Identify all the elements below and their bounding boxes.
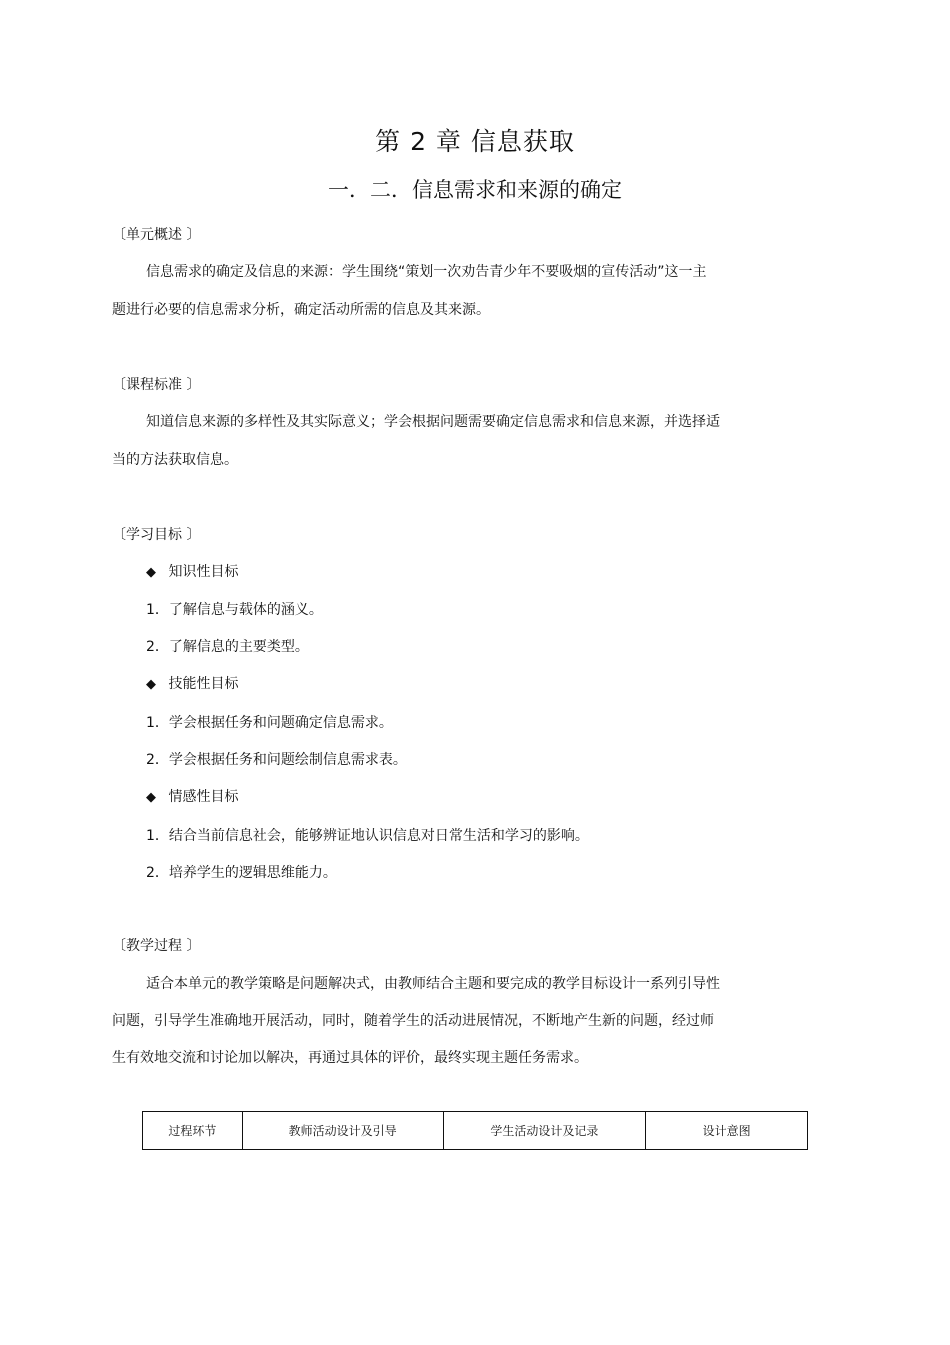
- process-line-1: 适合本单元的教学策略是问题解决式，由教师结合主题和要完成的教学目标设计一系列引导性: [146, 976, 720, 992]
- overview-line-2: 题进行必要的信息需求分析，确定活动所需的信息及其来源。: [112, 302, 490, 318]
- goal-item: 2．培养学生的逻辑思维能力。: [146, 865, 337, 881]
- goal-group-label: 知识性目标: [168, 564, 239, 580]
- goal-item: 2．了解信息的主要类型。: [146, 639, 309, 655]
- standard-heading: 〔课程标准 〕: [112, 377, 201, 393]
- diamond-bullet-icon: ◆: [146, 565, 156, 580]
- table-header-cell: 过程环节: [143, 1112, 243, 1150]
- goals-heading: 〔学习目标 〕: [112, 527, 201, 543]
- goal-group-label: 技能性目标: [168, 676, 239, 692]
- process-line-2: 问题，引导学生准确地开展活动，同时，随着学生的活动进展情况，不断地产生新的问题，经过师: [112, 1013, 714, 1029]
- process-table: [142, 1111, 808, 1150]
- table-header-cell: 设计意图: [646, 1112, 808, 1150]
- goal-item: 1．学会根据任务和问题确定信息需求。: [146, 715, 393, 731]
- table-header-row: [143, 1112, 808, 1150]
- overview-heading: 〔单元概述 〕: [112, 227, 201, 243]
- table-header-cell: 教师活动设计及引导: [242, 1112, 443, 1150]
- overview-line-1: 信息需求的确定及信息的来源：学生围绕“策划一次劝告青少年不要吸烟的宣传活动”这一主: [146, 264, 707, 280]
- diamond-bullet-icon: ◆: [146, 790, 156, 805]
- goal-group-knowledge: [146, 561, 238, 581]
- section-title: 一．二．信息需求和来源的确定: [328, 178, 622, 202]
- standard-line-2: 当的方法获取信息。: [112, 452, 238, 468]
- goal-item: 1．结合当前信息社会，能够辨证地认识信息对日常生活和学习的影响。: [146, 828, 589, 844]
- goal-group-emotion: [146, 786, 238, 806]
- chapter-title: 第 2 章 信息获取: [375, 127, 575, 156]
- diamond-bullet-icon: ◆: [146, 677, 156, 692]
- table-header-cell: 学生活动设计及记录: [443, 1112, 646, 1150]
- standard-line-1: 知道信息来源的多样性及其实际意义；学会根据问题需要确定信息需求和信息来源，并选择适: [146, 414, 720, 430]
- goal-group-skill: [146, 673, 238, 693]
- goal-item: 1．了解信息与载体的涵义。: [146, 602, 323, 618]
- goal-item: 2．学会根据任务和问题绘制信息需求表。: [146, 752, 407, 768]
- process-heading: 〔教学过程 〕: [112, 938, 201, 954]
- goal-group-label: 情感性目标: [168, 789, 239, 805]
- process-line-3: 生有效地交流和讨论加以解决，再通过具体的评价，最终实现主题任务需求。: [112, 1050, 588, 1066]
